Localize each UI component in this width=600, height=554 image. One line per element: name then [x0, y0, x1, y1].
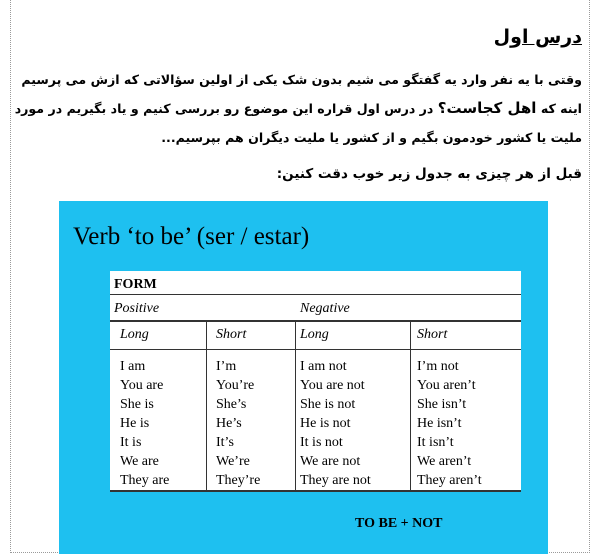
col-header-negative-short: Short: [417, 327, 448, 342]
table-cell: She’s: [216, 397, 247, 412]
table-cell: He’s: [216, 416, 242, 431]
col-header-negative-long: Long: [300, 327, 329, 342]
table-cell: We are not: [300, 454, 361, 469]
table-cell: It isn’t: [417, 435, 454, 450]
table-cell: I’m not: [417, 359, 459, 374]
table-cell: You are: [120, 378, 164, 393]
paragraph-highlight: اهل کجاست؟: [437, 99, 537, 117]
column-divider: [206, 320, 207, 492]
header-top-rule: [110, 320, 521, 322]
table-cell: I am not: [300, 359, 347, 374]
table-cell: I’m: [216, 359, 237, 374]
column-negative-long: [300, 357, 371, 490]
header-bottom-rule: [110, 349, 521, 350]
column-divider: [295, 320, 296, 492]
table-cell: I am: [120, 359, 146, 374]
table-cell: We’re: [216, 454, 250, 469]
table-cell: It is not: [300, 435, 343, 450]
form-label: FORM: [114, 277, 157, 292]
paragraph-part1: وقتی با یه نفر وارد یه گفتگو می شیم بدون شک یکی از اولین سؤالاتی که ازش می پرسیم اینه که: [21, 72, 582, 116]
table-cell: We are: [120, 454, 159, 469]
table-cell: They are: [120, 473, 170, 488]
figure-title: Verb ‘to be’ (ser / estar): [73, 223, 310, 250]
table-cell: We aren’t: [417, 454, 472, 469]
table-cell: You’re: [216, 378, 255, 393]
table-cell: They aren’t: [417, 473, 482, 488]
col-header-positive-short: Short: [216, 327, 247, 342]
figure-caption: TO BE + NOT: [355, 516, 443, 531]
table-cell: He isn’t: [417, 416, 462, 431]
column-positive-long: [120, 357, 169, 490]
column-positive-short: [216, 357, 260, 490]
positive-label: Positive: [114, 301, 160, 316]
table-cell: He is: [120, 416, 150, 431]
lesson-paragraph: [14, 65, 582, 152]
table-cell: She isn’t: [417, 397, 467, 412]
lesson-title: درس اول: [493, 26, 582, 48]
table-cell: They are not: [300, 473, 371, 488]
table-cell: She is: [120, 397, 154, 412]
column-divider: [410, 320, 411, 492]
table-cell: You aren’t: [417, 378, 476, 393]
paragraph-part2: در درس اول قراره این موضوع رو بررسی کنیم و یاد بگیریم در مورد ملیت یا کشور خودمون بگیم و از کشور یا ملیت دیگران هم بپرسیم...: [14, 101, 582, 145]
table-cell: It’s: [216, 435, 234, 450]
table-cell: You are not: [300, 378, 365, 393]
table-cell: They’re: [216, 473, 261, 488]
to-be-figure: [59, 201, 548, 554]
table-cell: She is not: [300, 397, 356, 412]
table-cell: It is: [120, 435, 142, 450]
conjugation-table: [110, 271, 521, 492]
col-header-positive-long: Long: [120, 327, 149, 342]
form-rule: [110, 294, 521, 295]
table-intro: قبل از هر چیزی به جدول زیر خوب دقت کنین:: [276, 166, 582, 182]
negative-label: Negative: [300, 301, 350, 316]
column-negative-short: [417, 357, 482, 490]
table-bottom-rule: [110, 490, 521, 492]
table-cell: He is not: [300, 416, 351, 431]
